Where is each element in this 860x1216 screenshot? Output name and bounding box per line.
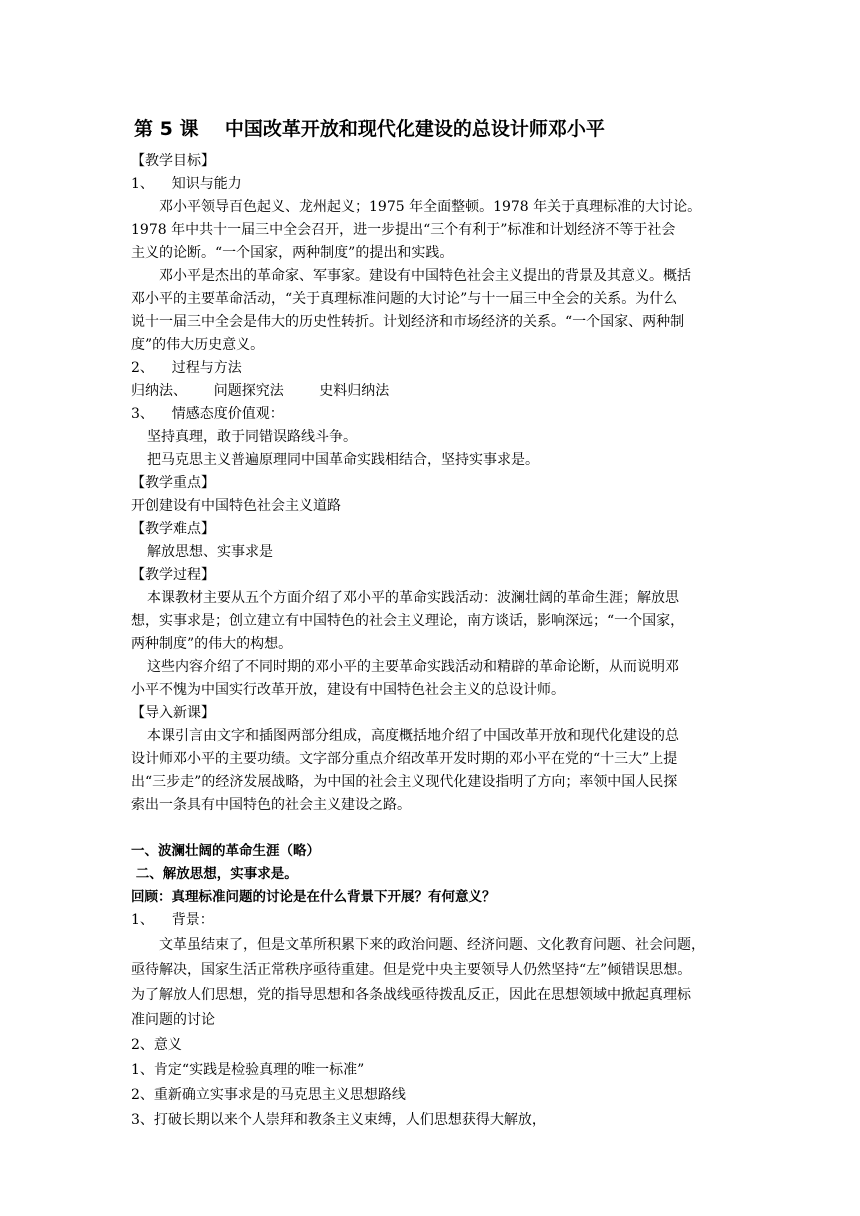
paragraph-line: 设计师邓小平的主要功绩。文字部分重点介绍改革开发时期的邓小平在党的“十三大”上提 xyxy=(131,751,678,767)
paragraph-line: 这些内容介绍了不同时期的邓小平的主要革命实践活动和精辟的革命论断，从而说明邓 xyxy=(147,659,679,675)
heading-teaching-goals: 【教学目标】 xyxy=(131,153,215,169)
paragraph-line: 邓小平领导百色起义、龙州起义；1975 年全面整顿。1978 年关于真理标准的大讨论。 xyxy=(159,199,702,215)
paragraph-line: 亟待解决，国家生活正常秩序亟待重建。但是党中央主要领导人仍然坚持“左”倾错误思想。 xyxy=(131,962,692,978)
heading-teaching-process: 【教学过程】 xyxy=(131,567,215,583)
paragraph-line: 想，实事求是；创立建立有中国特色的社会主义理论，南方谈话，影响深远；“一个国家， xyxy=(131,613,685,629)
heading-new-lesson: 【导入新课】 xyxy=(131,705,215,721)
list-item: 2、重新确立实事求是的马克思主义思想路线 xyxy=(131,1087,406,1103)
paragraph-line: 准问题的讨论 xyxy=(131,1012,215,1028)
paragraph-line: 解放思想、实事求是 xyxy=(147,544,273,560)
list-item: 3、打破长期以来个人崇拜和教条主义束缚，人们思想获得大解放， xyxy=(131,1112,546,1128)
paragraph-line: 文革虽结束了，但是文革所积累下来的政治问题、经济问题、文化教育问题、社会问题， xyxy=(159,937,705,953)
paragraph-line: 索出一条具有中国特色的社会主义建设之路。 xyxy=(131,797,411,813)
list-item: 1、肯定“实践是检验真理的唯一标准” xyxy=(131,1062,365,1078)
paragraph-line: 为了解放人们思想，党的指导思想和各条战线亟待拨乱反正，因此在思想领域中掀起真理标 xyxy=(131,987,691,1003)
heading-difficulties: 【教学难点】 xyxy=(131,521,215,537)
list-item: 3、 情感态度价值观： xyxy=(131,406,284,422)
paragraph-line: 把马克思主义普遍原理同中国革命实践相结合，坚持实事求是。 xyxy=(147,452,539,468)
paragraph-line: 本课引言由文字和插图两部分组成，高度概括地介绍了中国改革开放和现代化建设的总 xyxy=(147,728,679,744)
list-item: 1、 知识与能力 xyxy=(131,176,242,192)
section-heading: 二、解放思想，实事求是。 xyxy=(131,866,298,882)
review-question: 回顾：真理标准问题的讨论是在什么背景下开展？有何意义？ xyxy=(131,889,496,905)
heading-key-points: 【教学重点】 xyxy=(131,475,215,491)
list-item: 2、意义 xyxy=(131,1037,182,1053)
paragraph-line: 度”的伟大历史意义。 xyxy=(131,337,265,353)
paragraph-line: 1978 年中共十一届三中全会召开，进一步提出“三个有利于”标准和计划经济不等于社会 xyxy=(131,222,676,238)
paragraph-line: 说十一届三中全会是伟大的历史性转折。计划经济和市场经济的关系。“一个国家、两种制 xyxy=(131,314,685,330)
list-item: 2、 过程与方法 xyxy=(131,360,242,376)
paragraph-line: 归纳法、 问题探究法 史料归纳法 xyxy=(131,383,390,399)
paragraph-line: 小平不愧为中国实行改革开放，建设有中国特色社会主义的总设计师。 xyxy=(131,682,565,698)
paragraph-line: 邓小平是杰出的革命家、军事家。建设有中国特色社会主义提出的背景及其意义。概括 xyxy=(159,268,691,284)
paragraph-line: 本课教材主要从五个方面介绍了邓小平的革命实践活动：波澜壮阔的革命生涯；解放思 xyxy=(147,590,679,606)
paragraph-line: 开创建设有中国特色社会主义道路 xyxy=(131,498,341,514)
paragraph-line: 坚持真理，敢于同错误路线斗争。 xyxy=(147,429,357,445)
paragraph-line: 邓小平的主要革命活动，“关于真理标准问题的大讨论”与十一届三中全会的关系。为什么 xyxy=(131,291,678,307)
paragraph-line: 两种制度”的伟大的构想。 xyxy=(131,636,293,652)
paragraph-line: 出“三步走”的经济发展战略，为中国的社会主义现代化建设指明了方向；率领中国人民探 xyxy=(131,774,678,790)
paragraph-line: 主义的论断。“一个国家，两种制度”的提出和实践。 xyxy=(131,245,454,261)
list-item: 1、 背景： xyxy=(131,912,214,928)
lesson-title: 第 5 课 中国改革开放和现代化建设的总设计师邓小平 xyxy=(134,118,605,140)
section-heading: 一、波澜壮阔的革命生涯（略） xyxy=(131,843,320,859)
